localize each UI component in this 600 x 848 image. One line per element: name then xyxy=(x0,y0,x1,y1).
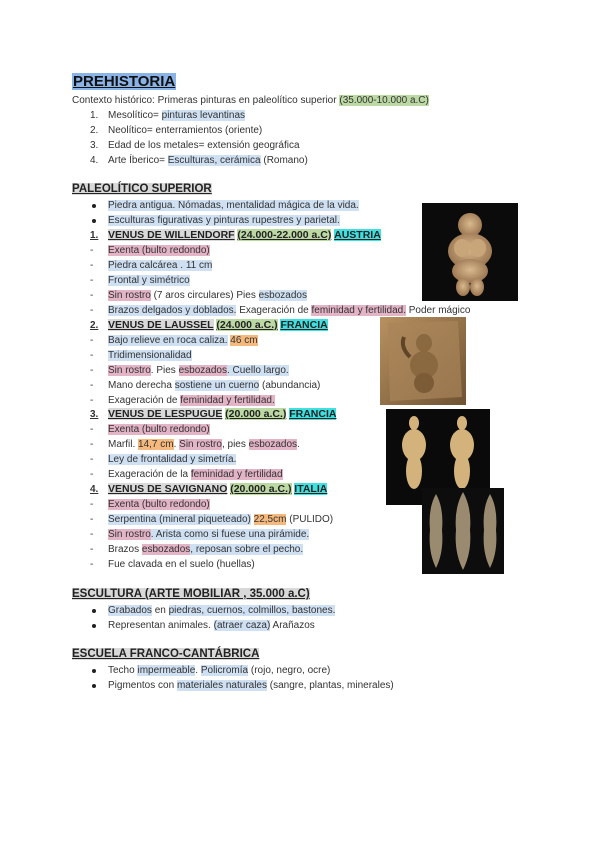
section-heading-franco: ESCUELA FRANCO-CANTÁBRICA xyxy=(72,648,260,660)
detail-line: Brazos esbozados, reposan sobre el pecho. xyxy=(108,544,304,555)
detail-line: Exenta (bulto redondo) xyxy=(108,499,210,510)
section-heading-paleolitico: PALEOLÍTICO SUPERIOR xyxy=(72,183,212,195)
bullet-icon xyxy=(92,669,96,673)
venus-heading-lespugue: VENUS DE LESPUGUE (20.000 a.C.) FRANCIA xyxy=(108,408,337,420)
venus-number: 1. xyxy=(90,230,99,241)
bullet-item: Esculturas figurativas y pinturas rupestres y parietal. xyxy=(108,215,340,226)
period-number: 2. xyxy=(90,125,99,136)
bullet-icon xyxy=(92,204,96,208)
dash-icon: - xyxy=(90,559,94,570)
venus-heading-laussel: VENUS DE LAUSSEL (24.000 a.C.) FRANCIA xyxy=(108,319,328,331)
bullet-icon xyxy=(92,624,96,628)
bullet-item: Piedra antigua. Nómadas, mentalidad mágica de la vida. xyxy=(108,200,359,211)
detail-line: Sin rostro. Pies esbozados. Cuello largo. xyxy=(108,365,289,376)
detail-line: Bajo relieve en roca caliza. 46 cm xyxy=(108,335,258,346)
dash-icon: - xyxy=(90,514,94,525)
bullet-icon xyxy=(92,219,96,223)
dash-icon: - xyxy=(90,424,94,435)
period-number: 3. xyxy=(90,140,99,151)
venus-number: 2. xyxy=(90,320,99,331)
venus-heading-savignano: VENUS DE SAVIGNANO (20.000 a.C.) ITALIA xyxy=(108,483,328,495)
willendorf-photo xyxy=(422,203,518,301)
dash-icon: - xyxy=(90,350,94,361)
detail-line: Brazos delgados y doblados. Exageración de feminidad y fertilidad. Poder mágico xyxy=(108,305,471,316)
bullet-item: Pigmentos con materiales naturales (sangre, plantas, minerales) xyxy=(108,680,394,691)
bullet-item: Grabados en piedras, cuernos, colmillos, bastones. xyxy=(108,605,336,616)
venus-heading-willendorf: VENUS DE WILLENDORF (24.000-22.000 a.C) AUSTRIA xyxy=(108,229,381,241)
dash-icon: - xyxy=(90,245,94,256)
period-item: Edad de los metales= extensión geográfica xyxy=(108,140,300,151)
relief-figure-icon xyxy=(380,317,466,405)
dash-icon: - xyxy=(90,275,94,286)
page-title: PREHISTORIA xyxy=(73,73,176,90)
detail-line: Sin rostro (7 aros circulares) Pies esbozados xyxy=(108,290,307,301)
venus-figure-icon xyxy=(422,203,518,301)
venus-number: 4. xyxy=(90,484,99,495)
detail-line: Exageración de feminidad y fertilidad. xyxy=(108,395,275,406)
context-line: Contexto histórico: Primeras pinturas en paleolítico superior (35.000-10.000 a.C) xyxy=(72,95,429,106)
dash-icon: - xyxy=(90,395,94,406)
detail-line: Exageración de la feminidad y fertilidad xyxy=(108,469,283,480)
bullet-icon xyxy=(92,609,96,613)
bullet-icon xyxy=(92,684,96,688)
period-item: Neolítico= enterramientos (oriente) xyxy=(108,125,263,136)
detail-line: Sin rostro. Arista como si fuese una pirámide. xyxy=(108,529,310,540)
dash-icon: - xyxy=(90,380,94,391)
dash-icon: - xyxy=(90,454,94,465)
detail-line: Ley de frontalidad y simetría. xyxy=(108,454,237,465)
detail-line: Serpentina (mineral piqueteado) 22,5cm (PULIDO) xyxy=(108,514,334,525)
dash-icon: - xyxy=(90,290,94,301)
period-item: Mesolítico= pinturas levantinas xyxy=(108,110,246,121)
detail-line: Frontal y simétrico xyxy=(108,275,190,286)
serpentine-figures-icon xyxy=(422,488,504,574)
detail-line: Marfil. 14,7 cm. Sin rostro, pies esbozados. xyxy=(108,439,300,450)
dash-icon: - xyxy=(90,469,94,480)
period-number: 1. xyxy=(90,110,99,121)
dash-icon: - xyxy=(90,260,94,271)
dash-icon: - xyxy=(90,544,94,555)
period-item: Arte Íberico= Esculturas, cerámica (Romano) xyxy=(108,155,308,166)
bullet-item: Representan animales. (atraer caza) Arañazos xyxy=(108,620,315,631)
savignano-photo xyxy=(422,488,504,574)
section-heading-escultura: ESCULTURA (ARTE MOBILIAR , 35.000 a.C) xyxy=(72,588,310,600)
dash-icon: - xyxy=(90,499,94,510)
venus-number: 3. xyxy=(90,409,99,420)
detail-line: Piedra calcárea . 11 cm xyxy=(108,260,213,271)
laussel-photo xyxy=(380,317,466,405)
detail-line: Exenta (bulto redondo) xyxy=(108,424,210,435)
dash-icon: - xyxy=(90,439,94,450)
bullet-item: Techo impermeable. Policromía (rojo, negro, ocre) xyxy=(108,665,331,676)
detail-line: Exenta (bulto redondo) xyxy=(108,245,210,256)
dash-icon: - xyxy=(90,365,94,376)
detail-line: Tridimensionalidad xyxy=(108,350,192,361)
dash-icon: - xyxy=(90,335,94,346)
detail-line: Mano derecha sostiene un cuerno (abundancia) xyxy=(108,380,321,391)
dash-icon: - xyxy=(90,529,94,540)
period-number: 4. xyxy=(90,155,99,166)
detail-line: Fue clavada en el suelo (huellas) xyxy=(108,559,255,570)
dash-icon: - xyxy=(90,305,94,316)
